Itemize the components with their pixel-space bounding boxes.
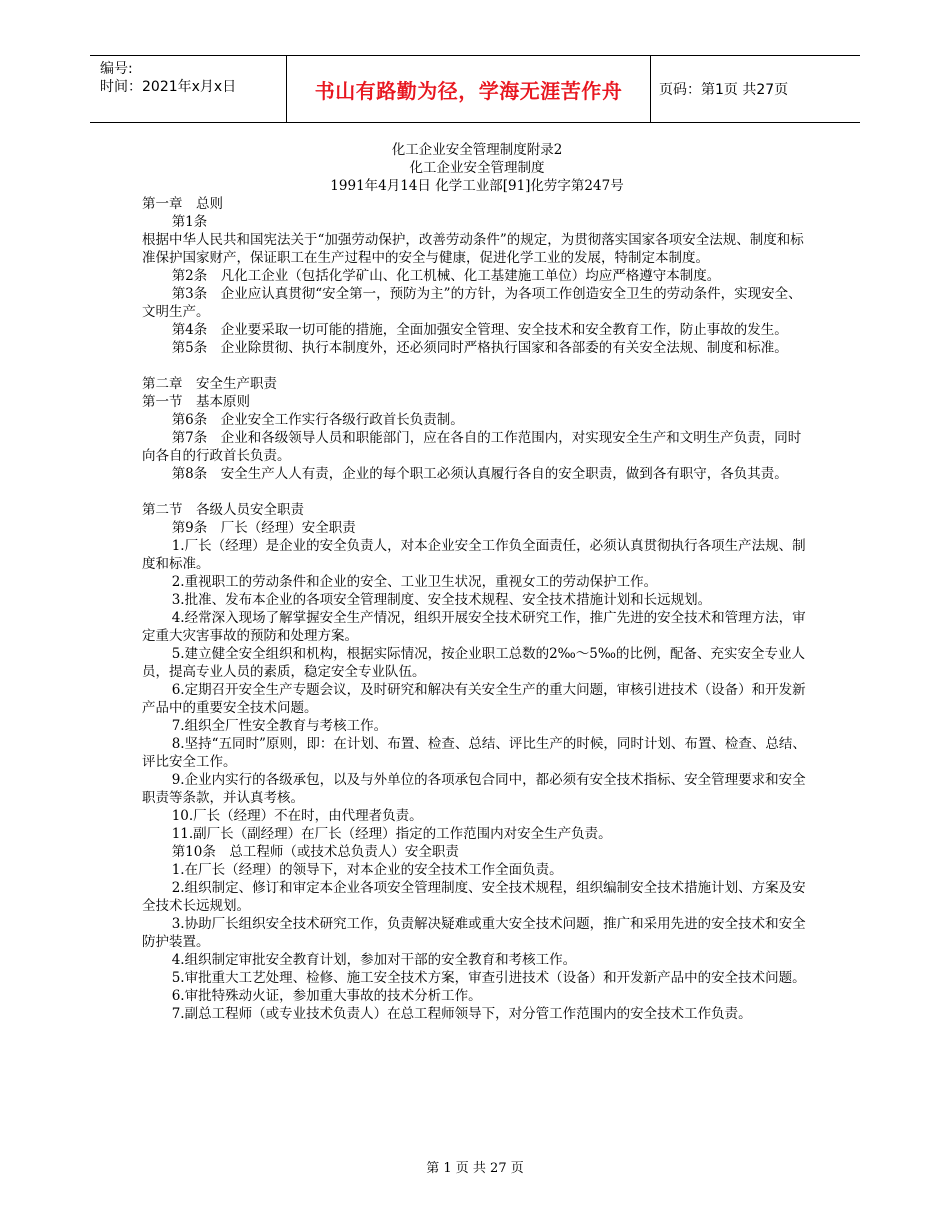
paragraph: 11.副厂长（副经理）在厂长（经理）指定的工作范围内对安全生产负责。: [171, 826, 612, 842]
page-header: [90, 55, 860, 123]
document-subtitle: 化工企业安全管理制度: [409, 160, 545, 176]
header-page-info: 页码：第1页 共27页: [659, 82, 789, 98]
paragraph: 5.审批重大工艺处理、检修、施工安全技术方案，审查引进技术（设备）和开发新产品中的安全技术问题。: [171, 970, 806, 986]
paragraph: 6.审批特殊动火证，参加重大事故的技术分析工作。: [171, 988, 482, 1004]
paragraph: 第5条 企业除贯彻、执行本制度外，还必须同时严格执行国家和各部委的有关安全法规、制度和标准。: [171, 340, 788, 356]
document-number-label: 编号:: [100, 61, 133, 77]
paragraph: 3.协助厂长组织安全技术研究工作，负责解决疑难或重大安全技术问题，推广和采用先进的安全技术和安全防护装置。: [142, 916, 806, 950]
paragraph-gap: [142, 483, 812, 501]
paragraph: 第10条 总工程师（或技术总负责人）安全职责: [171, 844, 459, 860]
document-issue-info: 1991年4月14日 化学工业部[91]化劳字第247号: [330, 178, 624, 194]
paragraph: 8.坚持“五同时”原则，即：在计划、布置、检查、总结、评比生产的时候，同时计划、布置、检查、总结、评比安全工作。: [142, 736, 806, 770]
paragraph: 4.组织制定审批安全教育计划，参加对干部的安全教育和考核工作。: [171, 952, 577, 968]
paragraph: 第7条 企业和各级领导人员和职能部门，应在各自的工作范围内，对实现安全生产和文明生产负责，同时向各自的行政首长负责。: [142, 430, 802, 464]
document-body: [142, 141, 812, 1023]
paragraph: 6.定期召开安全生产专题会议，及时研究和解决有关安全生产的重大问题，审核引进技术（设备）和开发新产品中的重要安全技术问题。: [142, 682, 806, 716]
paragraph: 2.组织制定、修订和审定本企业各项安全管理制度、安全技术规程，组织编制安全技术措施计划、方案及安全技术长远规划。: [142, 880, 806, 914]
paragraph-list: [142, 195, 812, 1023]
paragraph: 第8条 安全生产人人有责，企业的每个职工必须认真履行各自的安全职责，做到各有职守，各负其责。: [171, 466, 788, 482]
header-motto: 书山有路勤为径，学海无涯苦作舟: [314, 78, 623, 103]
paragraph: 第二节 各级人员安全职责: [142, 502, 304, 518]
header-meta: [100, 60, 290, 96]
paragraph: 5.建立健全安全组织和机构，根据实际情况，按企业职工总数的2‰～5‰的比例，配备、充实安全专业人员，提高专业人员的素质，稳定安全专业队伍。: [142, 646, 805, 680]
paragraph: 根据中华人民共和国宪法关于“加强劳动保护，改善劳动条件”的规定，为贯彻落实国家各项安全法规、制度和标准保护国家财产，保证职工在生产过程中的安全与健康，促进化学工业的发展，特制定本制度。: [142, 232, 804, 266]
paragraph: 1.在厂长（经理）的领导下，对本企业的安全技术工作全面负责。: [171, 862, 563, 878]
paragraph: 7.副总工程师（或专业技术负责人）在总工程师领导下，对分管工作范围内的安全技术工作负责。: [171, 1006, 752, 1022]
paragraph-gap: [142, 357, 812, 375]
paragraph: 9.企业内实行的各级承包，以及与外单位的各项承包合同中，都必须有安全技术指标、安全管理要求和安全职责等条款，并认真考核。: [142, 772, 806, 806]
paragraph: 第4条 企业要采取一切可能的措施，全面加强安全管理、安全技术和安全教育工作，防止事故的发生。: [171, 322, 788, 338]
paragraph: 第2条 凡化工企业（包括化学矿山、化工机械、化工基建施工单位）均应严格遵守本制度。: [171, 268, 721, 284]
page-footer: 第 1 页 共 27 页: [426, 1161, 524, 1176]
paragraph: 3.批准、发布本企业的各项安全管理制度、安全技术规程、安全技术措施计划和长远规划。: [171, 592, 712, 608]
paragraph: 第二章 安全生产职责: [142, 376, 277, 392]
paragraph: 第1条: [171, 214, 208, 230]
paragraph: 1.厂长（经理）是企业的安全负责人，对本企业安全工作负全面责任，必须认真贯彻执行各项生产法规、制度和标准。: [142, 538, 806, 572]
paragraph: 第6条 企业安全工作实行各级行政首长负责制。: [171, 412, 464, 428]
paragraph: 4.经常深入现场了解掌握安全生产情况，组织开展安全技术研究工作，推广先进的安全技术和管理方法，审定重大灾害事故的预防和处理方案。: [142, 610, 806, 644]
paragraph: 10.厂长（经理）不在时，由代理者负责。: [171, 808, 423, 824]
paragraph: 第一章 总则: [142, 196, 223, 212]
paragraph: 第9条 厂长（经理）安全职责: [171, 520, 356, 536]
paragraph: 7.组织全厂性安全教育与考核工作。: [171, 718, 388, 734]
paragraph: 2.重视职工的劳动条件和企业的安全、工业卫生状况，重视女工的劳动保护工作。: [171, 574, 658, 590]
paragraph: 第一节 基本原则: [142, 394, 250, 410]
paragraph: 第3条 企业应认真贯彻“安全第一，预防为主”的方针，为各项工作创造安全卫生的劳动条件，实现安全、文明生产。: [142, 286, 802, 320]
document-title: 化工企业安全管理制度附录2: [391, 142, 563, 158]
document-time-label: 时间：2021年x月x日: [100, 79, 237, 95]
